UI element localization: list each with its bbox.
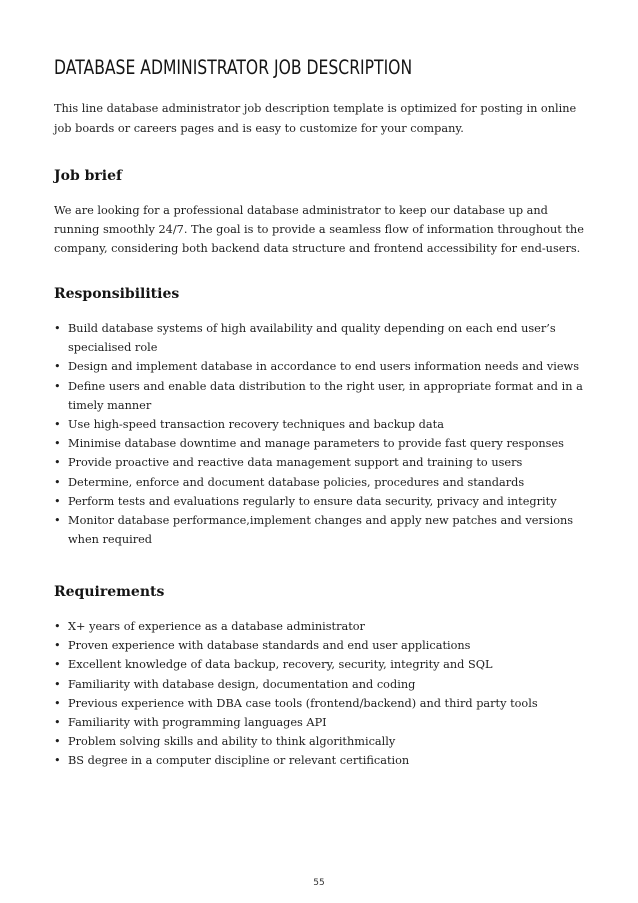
list-item: • Build database systems of high availability and quality depending on each end user’s specialised role	[54, 319, 594, 357]
list-item: • Familiarity with programming languages API	[54, 713, 594, 732]
list-item: • Monitor database performance,implement changes and apply new patches and versions when required	[54, 511, 594, 549]
responsibilities-heading: Responsibilities	[54, 286, 180, 302]
page-title: DATABASE ADMINISTRATOR JOB DESCRIPTION	[54, 56, 413, 79]
requirements-list	[54, 617, 594, 771]
list-item: • BS degree in a computer discipline or relevant certification	[54, 751, 594, 770]
list-item: • Proven experience with database standards and end user applications	[54, 636, 594, 655]
list-item: • Define users and enable data distribution to the right user, in appropriate format and in a timely manner	[54, 377, 594, 415]
list-item: • Determine, enforce and document database policies, procedures and standards	[54, 473, 594, 492]
list-item: • Use high-speed transaction recovery techniques and backup data	[54, 415, 594, 434]
job-brief-paragraph: We are looking for a professional database administrator to keep our database up and running smoothly 24/7. The goal is to provide a seamless flow of information throughout the company, considering both backend data structure and frontend accessibility for end-users.	[54, 204, 584, 255]
page-number: 55	[313, 878, 325, 888]
list-item: • Minimise database downtime and manage parameters to provide fast query responses	[54, 434, 594, 453]
list-item: • Provide proactive and reactive data management support and training to users	[54, 453, 594, 472]
list-item: • Perform tests and evaluations regularly to ensure data security, privacy and integrity	[54, 492, 594, 511]
responsibilities-list	[54, 319, 594, 549]
list-item: • X+ years of experience as a database administrator	[54, 617, 594, 636]
list-item: • Familiarity with database design, documentation and coding	[54, 675, 594, 694]
job-brief-heading: Job brief	[54, 168, 123, 184]
list-item: • Previous experience with DBA case tools (frontend/backend) and third party tools	[54, 694, 594, 713]
list-item: • Design and implement database in accordance to end users information needs and views	[54, 357, 594, 376]
list-item: • Excellent knowledge of data backup, recovery, security, integrity and SQL	[54, 655, 594, 674]
intro-paragraph: This line database administrator job description template is optimized for posting in online job boards or careers pages and is easy to customize for your company.	[54, 102, 577, 135]
list-item: • Problem solving skills and ability to think algorithmically	[54, 732, 594, 751]
requirements-heading: Requirements	[54, 584, 165, 600]
